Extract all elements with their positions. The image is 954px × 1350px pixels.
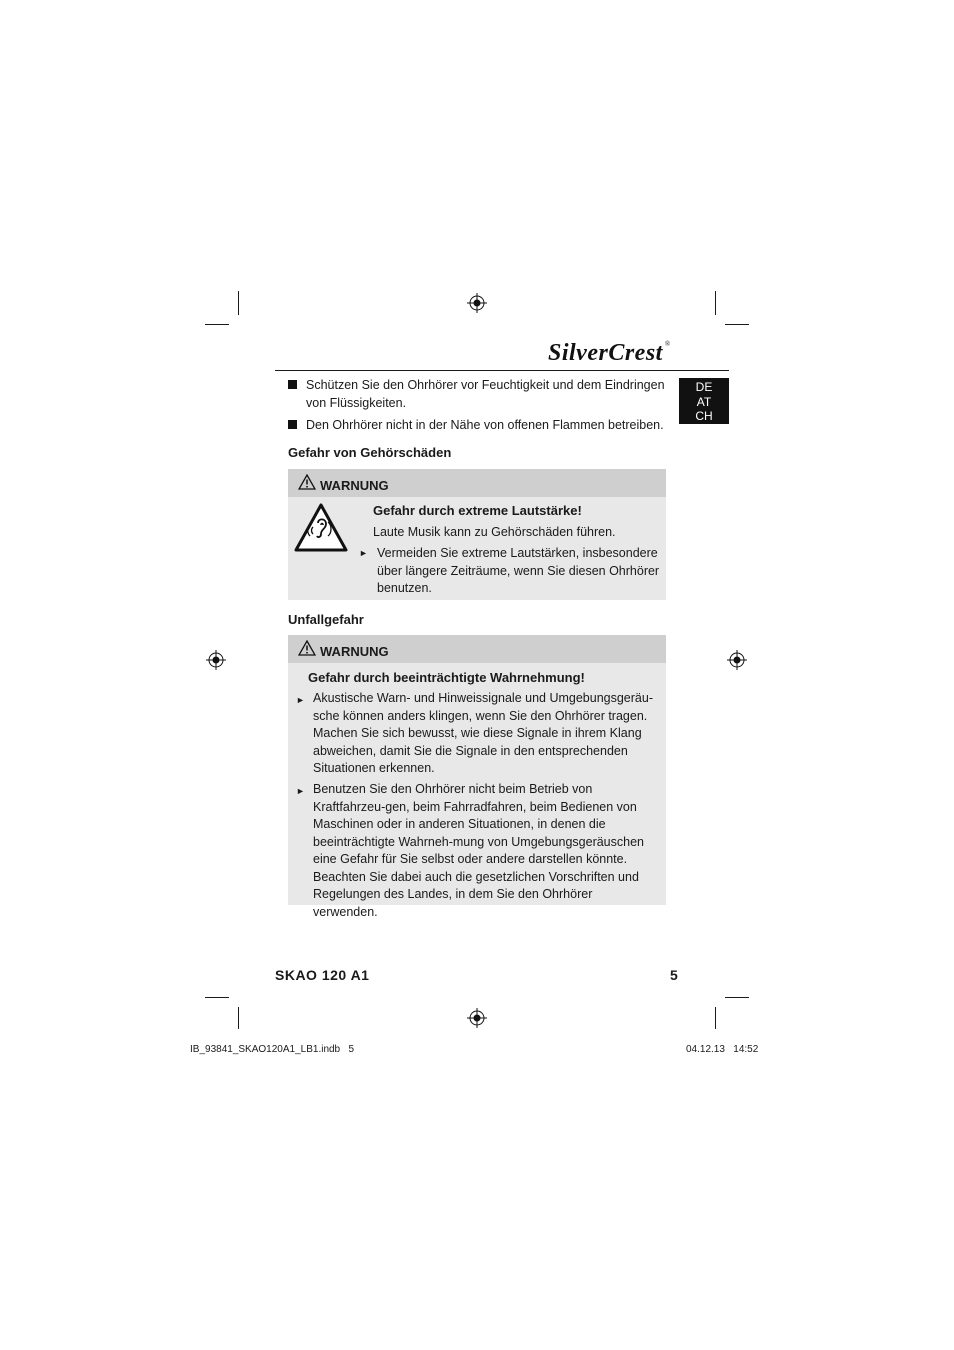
brand-logo xyxy=(548,340,671,367)
registration-mark-icon xyxy=(467,1008,487,1028)
list-item-text: Schützen Sie den Ohrhörer vor Feuchtigkeit und dem Eindringen von Flüssigkeiten. xyxy=(306,378,665,410)
brand-name: SilverCrest xyxy=(548,340,663,366)
crop-mark xyxy=(725,997,749,998)
crop-mark xyxy=(205,997,229,998)
warning-header xyxy=(288,635,666,663)
warning-action: Benutzen Sie den Ohrhörer nicht beim Betrieb von Kraftfahrzeu-gen, beim Fahrradfahren, beim Bedienen von Maschinen oder in anderen Situationen, in denen die beeinträchtigte Wahrneh-mung von Umgebungsgeräuschen eine Gefahr für Sie selbst oder andere darstellen könnte. Beachten Sie dabei auch die gesetzlichen Vorschriften und Regelungen des Landes, in dem Sie den Ohrhörer verwenden. xyxy=(313,782,644,919)
registration-mark-icon xyxy=(206,650,226,670)
list-item xyxy=(288,416,666,434)
slug-date: 04.12.13 14:52 xyxy=(686,1044,759,1055)
arrow-right-icon: ► xyxy=(359,548,368,558)
header-rule xyxy=(275,370,729,371)
language-ch: CH xyxy=(695,409,713,423)
list-item-text: Den Ohrhörer nicht in der Nähe von offenen Flammen betreiben. xyxy=(306,418,664,432)
warning-label: WARNUNG xyxy=(320,644,389,659)
crop-mark xyxy=(725,324,749,325)
square-bullet-icon xyxy=(288,420,297,429)
square-bullet-icon xyxy=(288,380,297,389)
warning-title: Gefahr durch extreme Lautstärke! xyxy=(373,503,582,518)
crop-mark xyxy=(238,291,239,315)
crop-mark xyxy=(715,1007,716,1029)
warning-text: Laute Musik kann zu Gehörschäden führen. xyxy=(373,525,616,539)
warning-box xyxy=(288,635,666,919)
warning-title: Gefahr durch beeinträchtigte Wahrnehmung! xyxy=(308,670,585,685)
warning-action: Vermeiden Sie extreme Lautstärken, insbesondere über längere Zeiträume, wenn Sie diesen Ohrhörer benutzen. xyxy=(377,546,660,595)
registration-mark-icon xyxy=(727,650,747,670)
crop-mark xyxy=(205,324,229,325)
arrow-right-icon: ► xyxy=(296,786,305,796)
section-heading: Unfallgefahr xyxy=(288,612,364,627)
page-number: 5 xyxy=(670,967,678,983)
registration-mark-icon xyxy=(467,293,487,313)
warning-box xyxy=(288,469,666,600)
language-at: AT xyxy=(696,394,712,409)
language-tab xyxy=(679,378,729,424)
section-heading: Gefahr von Gehörschäden xyxy=(288,445,452,460)
model-number: SKAO 120 A1 xyxy=(275,967,370,983)
warning-triangle-icon xyxy=(298,640,316,656)
warning-action: Akustische Warn- und Hinweissignale und Umgebungsgeräu-sche können anders klingen, wenn Sie den Ohrhörer tragen. Machen Sie sich bewusst, wie diese Signale in ihrem Klang abweichen, damit Sie die Signale in den entsprechenden Situationen erkennen. xyxy=(313,691,653,775)
registered-mark: ® xyxy=(664,340,671,348)
warning-triangle-icon xyxy=(298,474,316,490)
crop-mark xyxy=(238,1007,239,1029)
arrow-right-icon: ► xyxy=(296,695,305,705)
crop-mark xyxy=(715,291,716,315)
list-item xyxy=(288,376,666,412)
language-de: DE xyxy=(695,380,713,394)
warning-label: WARNUNG xyxy=(320,478,389,493)
slug-file: IB_93841_SKAO120A1_LB1.indb 5 xyxy=(190,1044,355,1055)
warning-header xyxy=(288,469,666,497)
hearing-hazard-icon xyxy=(294,503,348,553)
